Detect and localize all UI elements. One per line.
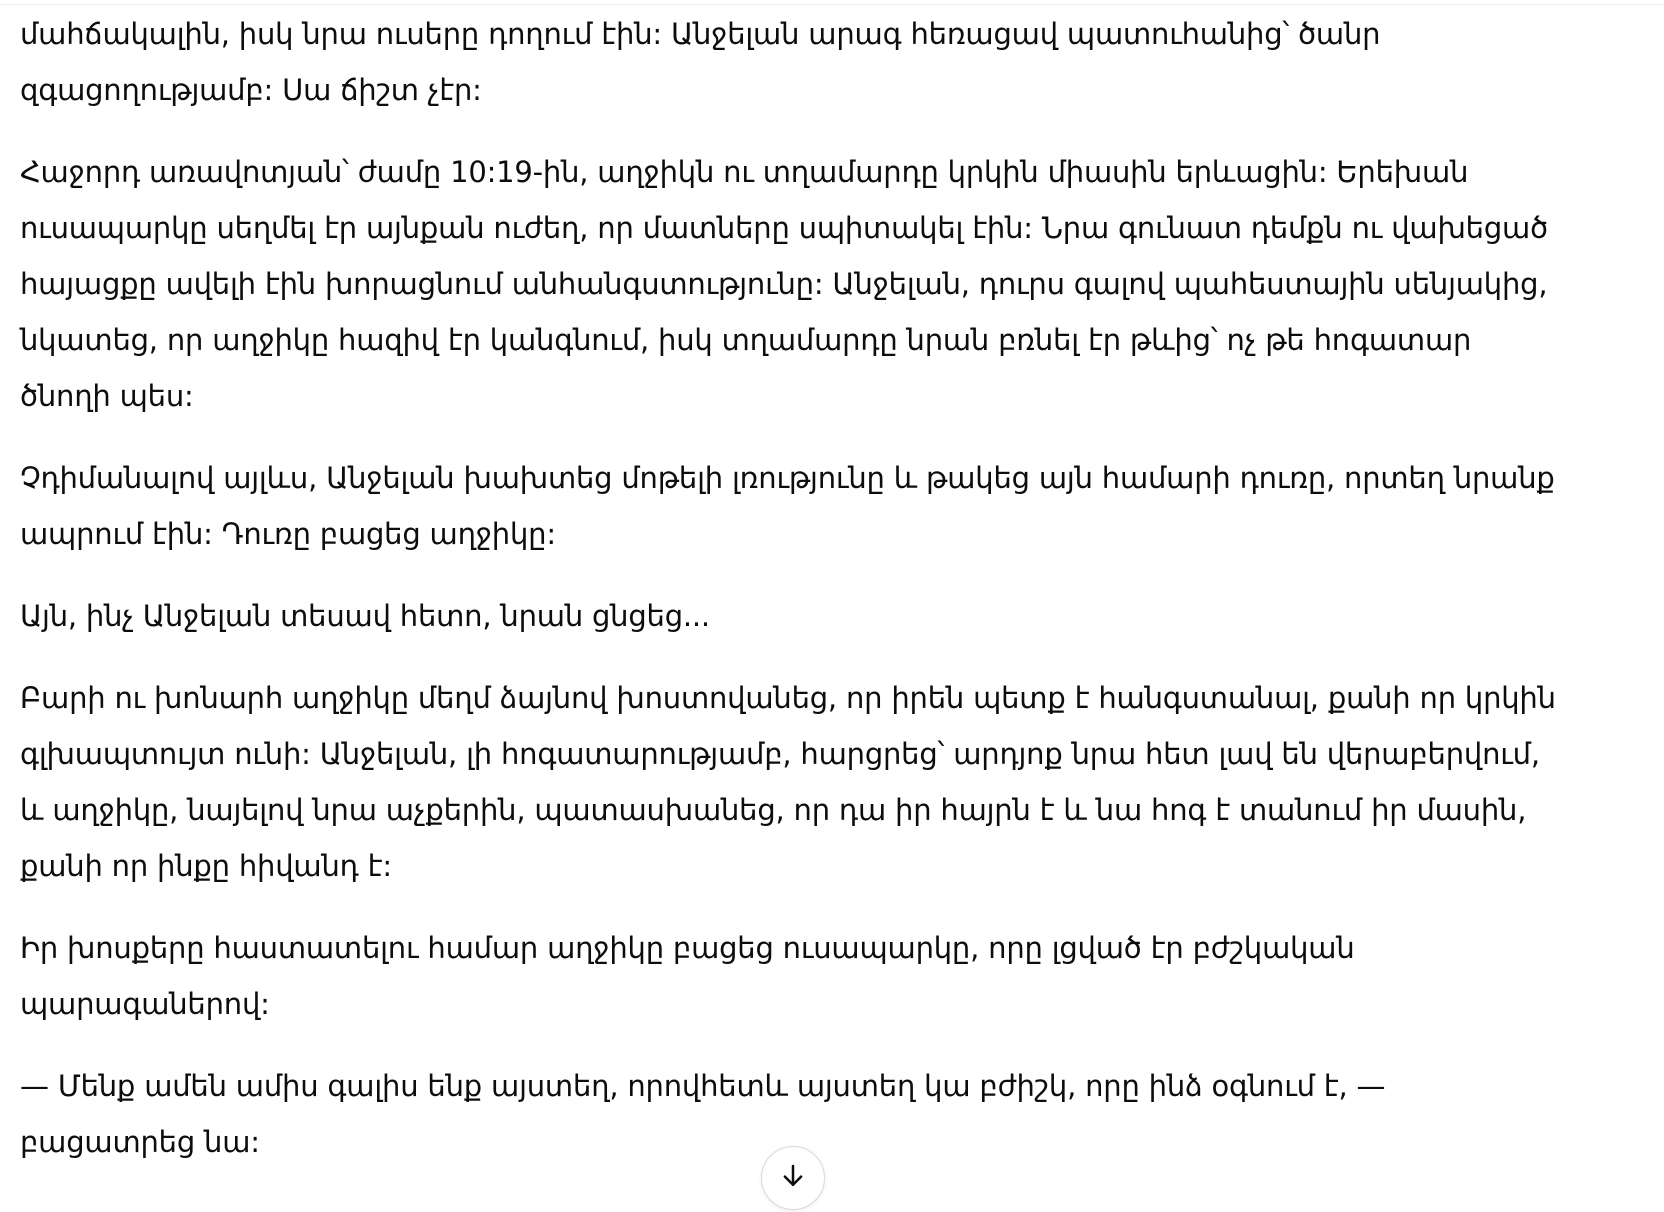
paragraph-2: Հաջորդ առավոտյան՝ ժամը 10:19-ին, աղջիկն ու տղամարդը կրկին միասին երևացին: Երեխան ուսապարկը սեղմել էր այնքան ուժեղ, որ մատները սպիտակել էին: Նրա գունատ դեմքն ու վախեցած հայացքը ավելի էին խորացնում անհանգստությունը: Անջելան, դուրս գալով պահեստային սենյակից, նկատեց, որ աղջիկը հազիվ էր կանգնում, իսկ տղամարդը նրան բռնել էր թևից՝ ոչ թե հոգատար ծնողի պես:: [20, 155, 1548, 413]
scroll-to-bottom-button[interactable]: [761, 1146, 825, 1210]
top-divider: [0, 0, 1664, 5]
paragraph-6: Իր խոսքերը հաստատելու համար աղջիկը բացեց ուսապարկը, որը լցված էր բժշկական պարագաներով:: [20, 931, 1355, 1021]
message-content: [20, 6, 1565, 1196]
paragraph-1: մահճակալին, իսկ նրա ուսերը դողում էին: Անջելան արագ հեռացավ պատուհանից՝ ծանր զգացողությամբ: Սա ճիշտ չէր:: [20, 17, 1381, 107]
arrow-down-icon: [778, 1161, 808, 1195]
paragraph-3: Չդիմանալով այլևս, Անջելան խախտեց մոթելի լռությունը և թակեց այն համարի դուռը, որտեղ նրանք ապրում էին: Դուռը բացեց աղջիկը:: [20, 461, 1555, 551]
paragraph-5: Բարի ու խոնարհ աղջիկը մեղմ ձայնով խոստովանեց, որ իրեն պետք է հանգստանալ, քանի որ կրկին գլխապտույտ ունի: Անջելան, լի հոգատարությամբ, հարցրեց՝ արդյոք նրա հետ լավ են վերաբերվում, և աղջիկը, նայելով նրա աչքերին, պատասխանեց, որ դա իր հայրն է և նա հոգ է տանում իր մասին, քանի որ ինքը հիվանդ է:: [20, 681, 1556, 883]
paragraph-4: Այն, ինչ Անջելան տեսավ հետո, նրան ցնցեց...: [20, 599, 710, 633]
paragraph-7: — Մենք ամեն ամիս գալիս ենք այստեղ, որովհետև այստեղ կա բժիշկ, որը ինձ օգնում է, — բացատրեց նա:: [20, 1069, 1386, 1159]
